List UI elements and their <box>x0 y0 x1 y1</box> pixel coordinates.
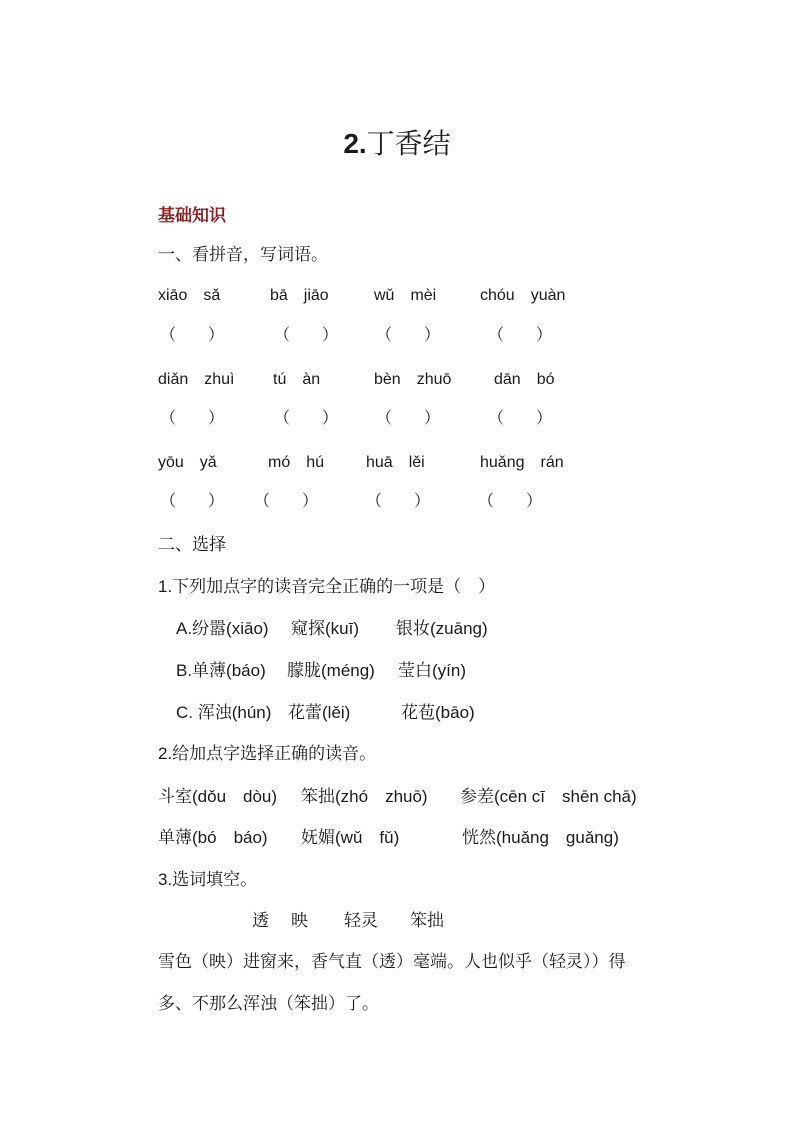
pinyin-item: bèn zhuō <box>374 371 452 388</box>
q2-item3-question: 3.选词填空。 <box>158 870 258 889</box>
pinyin-item: tú àn <box>273 371 321 388</box>
pinyin-item: bā jiāo <box>270 287 329 304</box>
pinyin-item: wǔ mèi <box>374 287 437 304</box>
q2-heading: 二、选择 <box>158 535 226 554</box>
word-bank-item: 透 <box>252 911 269 930</box>
q2-item1-question: 1.下列加点字的读音完全正确的一项是（ ） <box>158 577 496 596</box>
answer-blank[interactable]: （ ） <box>160 493 225 510</box>
answer-blank[interactable]: （ ） <box>160 327 225 344</box>
option-b-word3: 莹白(yín) <box>398 661 466 680</box>
option-c-word1[interactable]: C. 浑浊(hún) <box>176 703 272 722</box>
title-number: 2. <box>343 128 367 159</box>
option-a-word1[interactable]: A.纷嚣(xiāo) <box>176 619 269 638</box>
pinyin-item: yōu yǎ <box>158 454 217 471</box>
option-c-word3: 花苞(bāo) <box>401 703 475 722</box>
word-bank-item: 笨拙 <box>410 911 444 930</box>
pinyin-item: dān bó <box>494 371 555 388</box>
word-bank-item: 映 <box>291 911 308 930</box>
answer-blank[interactable]: （ ） <box>376 327 441 344</box>
word-bank-item: 轻灵 <box>344 911 378 930</box>
answer-blank[interactable]: （ ） <box>488 327 553 344</box>
reading-choice: 妩媚(wǔ fǔ) <box>301 828 400 847</box>
page-title <box>0 126 794 162</box>
answer-blank[interactable]: （ ） <box>160 410 225 427</box>
fill-sentence-line1: 雪色（映）进窗来，香气直（透）毫端。人也似乎（轻灵））得 <box>158 952 626 971</box>
option-a-word3: 银妆(zuāng) <box>396 619 488 638</box>
answer-blank[interactable]: （ ） <box>376 410 441 427</box>
reading-choice: 恍然(huǎng guǎng) <box>462 828 619 847</box>
pinyin-item: huā lěi <box>366 454 425 471</box>
answer-blank[interactable]: （ ） <box>254 493 319 510</box>
title-text: 丁香结 <box>366 128 451 159</box>
option-b-word2: 朦胧(méng) <box>287 661 375 680</box>
reading-choice: 斗室(dǒu dòu) <box>158 787 278 806</box>
option-b-word1[interactable]: B.单薄(báo) <box>176 661 266 680</box>
reading-choice: 笨拙(zhó zhuō) <box>301 787 428 806</box>
q2-item2-question: 2.给加点字选择正确的读音。 <box>158 744 377 763</box>
answer-blank[interactable]: （ ） <box>478 493 543 510</box>
option-a-word2: 窥探(kuī) <box>291 619 359 638</box>
option-c-word2: 花蕾(lěi) <box>288 703 351 722</box>
q1-heading: 一、看拼音，写词语。 <box>158 245 328 264</box>
pinyin-item: xiāo sǎ <box>158 287 221 304</box>
answer-blank[interactable]: （ ） <box>274 410 339 427</box>
pinyin-item: huǎng rán <box>480 454 564 471</box>
section-label: 基础知识 <box>158 206 226 225</box>
pinyin-item: mó hú <box>268 454 325 471</box>
answer-blank[interactable]: （ ） <box>488 410 553 427</box>
reading-choice: 参差(cēn cī shēn chā) <box>460 787 637 806</box>
answer-blank[interactable]: （ ） <box>274 327 339 344</box>
reading-choice: 单薄(bó báo) <box>158 828 268 847</box>
pinyin-item: diǎn zhuì <box>158 371 235 388</box>
fill-sentence-line2: 多、不那么浑浊（笨拙）了。 <box>158 994 379 1013</box>
answer-blank[interactable]: （ ） <box>366 493 431 510</box>
pinyin-item: chóu yuàn <box>480 287 566 304</box>
